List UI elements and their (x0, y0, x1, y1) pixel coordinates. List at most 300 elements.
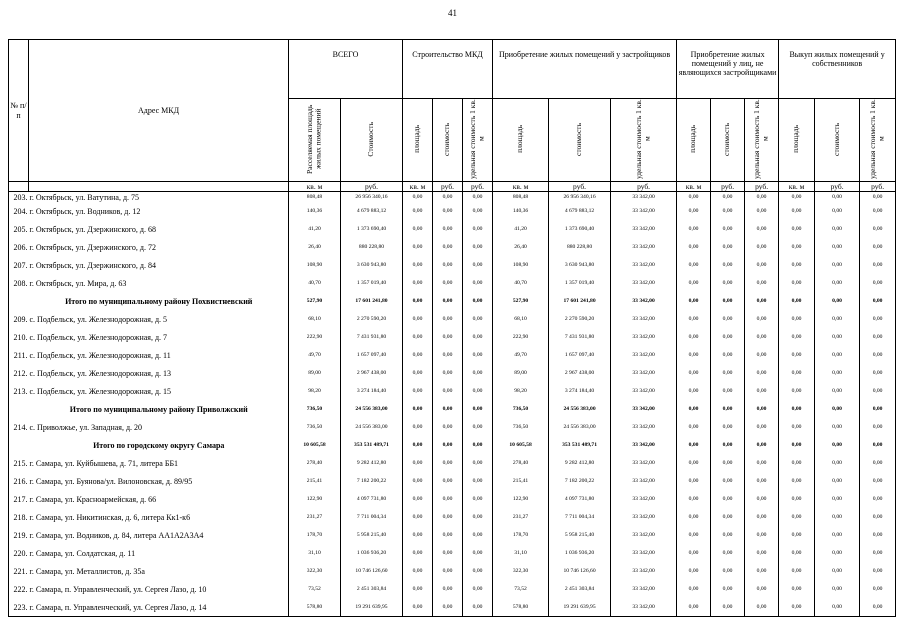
value-cell: 222,90 (289, 328, 341, 346)
value-cell: 0,00 (711, 382, 745, 400)
value-cell: 0,00 (677, 382, 711, 400)
value-cell: 880 228,80 (549, 238, 611, 256)
row-address: г. Самара, п. Управленческий, ул. Сергея Лазо, д. 10 (29, 580, 289, 598)
value-cell: 19 291 639,95 (341, 598, 403, 617)
value-cell: 322,30 (289, 562, 341, 580)
value-cell: 0,00 (745, 454, 779, 472)
value-cell: 0,00 (463, 328, 493, 346)
row-number: 222. (9, 580, 29, 598)
value-cell: 1 657 097,40 (549, 346, 611, 364)
value-cell: 0,00 (463, 526, 493, 544)
table-row (9, 192, 896, 203)
unit-cell: кв. м (493, 182, 549, 192)
value-cell: 0,00 (711, 490, 745, 508)
value-cell: 0,00 (860, 454, 896, 472)
subheader-area: площадь (515, 125, 525, 153)
value-cell: 0,00 (815, 220, 860, 238)
value-cell: 0,00 (433, 202, 463, 220)
value-cell: 33 342,00 (611, 220, 677, 238)
value-cell: 0,00 (815, 562, 860, 580)
value-cell: 73,52 (493, 580, 549, 598)
value-cell: 0,00 (815, 508, 860, 526)
unit-cell: руб. (611, 182, 677, 192)
value-cell: 0,00 (745, 472, 779, 490)
value-cell: 578,80 (493, 598, 549, 617)
table-row (9, 508, 896, 526)
value-cell: 1 373 690,40 (341, 220, 403, 238)
value-cell: 4 097 731,80 (341, 490, 403, 508)
value-cell: 0,00 (677, 346, 711, 364)
value-cell: 0,00 (745, 310, 779, 328)
value-cell: 0,00 (745, 436, 779, 454)
unit-cell (9, 182, 29, 192)
value-cell: 0,00 (711, 580, 745, 598)
value-cell: 0,00 (433, 256, 463, 274)
value-cell: 0,00 (711, 598, 745, 617)
value-cell: 0,00 (711, 202, 745, 220)
value-cell: 0,00 (711, 238, 745, 256)
value-cell: 0,00 (433, 454, 463, 472)
value-cell: 278,40 (289, 454, 341, 472)
value-cell: 0,00 (860, 328, 896, 346)
value-cell: 0,00 (711, 364, 745, 382)
table-row (9, 526, 896, 544)
value-cell: 40,70 (289, 274, 341, 292)
value-cell: 7 182 200,22 (549, 472, 611, 490)
value-cell: 33 342,00 (611, 544, 677, 562)
value-cell: 0,00 (403, 274, 433, 292)
value-cell: 7 711 004,34 (549, 508, 611, 526)
value-cell: 0,00 (677, 436, 711, 454)
table-total-row (9, 400, 896, 418)
value-cell: 3 274 184,40 (341, 382, 403, 400)
value-cell: 7 431 931,80 (549, 328, 611, 346)
value-cell: 0,00 (779, 202, 815, 220)
value-cell: 1 657 097,40 (341, 346, 403, 364)
value-cell: 41,20 (493, 220, 549, 238)
col-header-no: № п/п (9, 40, 29, 182)
value-cell: 0,00 (745, 202, 779, 220)
unit-cell: руб. (860, 182, 896, 192)
table-body (9, 192, 896, 617)
value-cell: 0,00 (463, 256, 493, 274)
value-cell: 0,00 (463, 382, 493, 400)
unit-cell: руб. (341, 182, 403, 192)
subheader-cost: стоимость (722, 122, 732, 156)
value-cell: 0,00 (677, 220, 711, 238)
value-cell: 68,10 (493, 310, 549, 328)
value-cell: 0,00 (711, 472, 745, 490)
value-cell: 0,00 (403, 508, 433, 526)
value-cell: 68,10 (289, 310, 341, 328)
value-cell: 19 291 639,95 (549, 598, 611, 617)
value-cell: 0,00 (711, 220, 745, 238)
value-cell: 0,00 (403, 382, 433, 400)
value-cell: 0,00 (677, 580, 711, 598)
subheader-unit-cost: удельная стоимость 1 кв. м (468, 99, 486, 179)
row-number: 212. (9, 364, 29, 382)
value-cell: 0,00 (860, 418, 896, 436)
subheader-unit-cost: удельная стоимость 1 кв. м (634, 99, 652, 179)
value-cell: 0,00 (403, 292, 433, 310)
value-cell: 33 342,00 (611, 490, 677, 508)
value-cell: 231,27 (493, 508, 549, 526)
value-cell: 0,00 (779, 292, 815, 310)
value-cell: 33 342,00 (611, 598, 677, 617)
value-cell: 0,00 (779, 256, 815, 274)
value-cell: 0,00 (433, 310, 463, 328)
value-cell: 0,00 (711, 544, 745, 562)
value-cell: 0,00 (677, 562, 711, 580)
value-cell: 0,00 (860, 274, 896, 292)
value-cell: 0,00 (745, 256, 779, 274)
value-cell: 5 958 215,40 (549, 526, 611, 544)
value-cell: 26 956 340,16 (341, 192, 403, 203)
value-cell: 2 270 590,20 (341, 310, 403, 328)
value-cell: 0,00 (463, 472, 493, 490)
value-cell: 0,00 (711, 526, 745, 544)
value-cell: 140,36 (289, 202, 341, 220)
value-cell: 0,00 (433, 562, 463, 580)
row-number: 223. (9, 598, 29, 617)
value-cell: 2 967 438,00 (341, 364, 403, 382)
row-number: 221. (9, 562, 29, 580)
value-cell: 0,00 (677, 454, 711, 472)
row-address: с. Подбельск, ул. Железнодорожная, д. 13 (29, 364, 289, 382)
value-cell: 26,40 (493, 238, 549, 256)
value-cell: 0,00 (779, 328, 815, 346)
row-address: г. Октябрьск, ул. Ватутина, д. 75 (29, 192, 289, 203)
value-cell: 0,00 (677, 192, 711, 203)
unit-cell: кв. м (677, 182, 711, 192)
value-cell: 0,00 (711, 508, 745, 526)
value-cell: 0,00 (463, 292, 493, 310)
value-cell: 0,00 (745, 364, 779, 382)
value-cell: 0,00 (779, 310, 815, 328)
units-row (9, 182, 896, 192)
value-cell: 33 342,00 (611, 292, 677, 310)
value-cell: 0,00 (779, 192, 815, 203)
value-cell: 0,00 (745, 220, 779, 238)
unit-cell: кв. м (403, 182, 433, 192)
value-cell: 33 342,00 (611, 346, 677, 364)
value-cell: 0,00 (779, 472, 815, 490)
value-cell: 0,00 (745, 580, 779, 598)
value-cell: 0,00 (711, 328, 745, 346)
value-cell: 0,00 (815, 472, 860, 490)
unit-cell: руб. (711, 182, 745, 192)
value-cell: 0,00 (433, 328, 463, 346)
value-cell: 0,00 (403, 192, 433, 203)
value-cell: 0,00 (779, 436, 815, 454)
value-cell: 0,00 (403, 544, 433, 562)
value-cell: 0,00 (815, 580, 860, 598)
value-cell: 0,00 (745, 192, 779, 203)
value-cell: 33 342,00 (611, 562, 677, 580)
value-cell: 73,52 (289, 580, 341, 598)
value-cell: 26 956 340,16 (549, 192, 611, 203)
value-cell: 0,00 (433, 220, 463, 238)
value-cell: 0,00 (860, 220, 896, 238)
value-cell: 0,00 (463, 544, 493, 562)
row-number (9, 292, 29, 310)
value-cell: 10 746 126,60 (549, 562, 611, 580)
value-cell: 0,00 (677, 238, 711, 256)
value-cell: 0,00 (815, 490, 860, 508)
value-cell: 0,00 (463, 238, 493, 256)
table-row (9, 544, 896, 562)
row-address: г. Самара, ул. Буянова/ул. Вилоновская, д. 89/95 (29, 472, 289, 490)
table-row (9, 382, 896, 400)
value-cell: 33 342,00 (611, 192, 677, 203)
value-cell: 0,00 (463, 364, 493, 382)
value-cell: 33 342,00 (611, 256, 677, 274)
table-row (9, 238, 896, 256)
subheader-area: площадь (791, 125, 801, 153)
value-cell: 0,00 (403, 490, 433, 508)
value-cell: 0,00 (779, 274, 815, 292)
value-cell: 0,00 (463, 508, 493, 526)
value-cell: 0,00 (745, 382, 779, 400)
value-cell: 0,00 (815, 256, 860, 274)
value-cell: 0,00 (711, 436, 745, 454)
value-cell: 322,30 (493, 562, 549, 580)
value-cell: 0,00 (745, 544, 779, 562)
value-cell: 0,00 (860, 580, 896, 598)
value-cell: 0,00 (860, 598, 896, 617)
value-cell: 0,00 (403, 364, 433, 382)
value-cell: 0,00 (815, 400, 860, 418)
value-cell: 0,00 (677, 328, 711, 346)
value-cell: 0,00 (779, 454, 815, 472)
value-cell: 0,00 (745, 418, 779, 436)
value-cell: 0,00 (779, 346, 815, 364)
value-cell: 2 967 438,00 (549, 364, 611, 382)
subheader-area: площадь (688, 125, 698, 153)
col-header-address: Адрес МКД (29, 40, 289, 182)
subheader-resettled-area: Расселяемая площадь жилых помещений (305, 104, 323, 174)
value-cell: 0,00 (677, 526, 711, 544)
value-cell: 0,00 (860, 310, 896, 328)
value-cell: 0,00 (433, 544, 463, 562)
value-cell: 1 036 936,20 (549, 544, 611, 562)
table-row (9, 418, 896, 436)
value-cell: 0,00 (779, 562, 815, 580)
row-address: г. Октябрьск, ул. Дзержинского, д. 72 (29, 238, 289, 256)
value-cell: 808,48 (493, 192, 549, 203)
unit-cell: руб. (815, 182, 860, 192)
row-address: г. Октябрьск, ул. Дзержинского, д. 84 (29, 256, 289, 274)
table-row (9, 598, 896, 617)
value-cell: 0,00 (403, 346, 433, 364)
value-cell: 0,00 (860, 490, 896, 508)
value-cell: 0,00 (463, 580, 493, 598)
value-cell: 0,00 (711, 418, 745, 436)
value-cell: 0,00 (711, 292, 745, 310)
value-cell: 0,00 (815, 192, 860, 203)
value-cell: 0,00 (779, 364, 815, 382)
value-cell: 0,00 (745, 238, 779, 256)
group-header-construction: Строительство МКД (403, 40, 493, 99)
value-cell: 49,70 (289, 346, 341, 364)
value-cell: 0,00 (677, 400, 711, 418)
value-cell: 33 342,00 (611, 382, 677, 400)
value-cell: 0,00 (779, 508, 815, 526)
value-cell: 0,00 (403, 580, 433, 598)
row-address: г. Самара, ул. Металлистов, д. 35а (29, 562, 289, 580)
value-cell: 1 357 019,40 (549, 274, 611, 292)
value-cell: 0,00 (463, 598, 493, 617)
value-cell: 0,00 (433, 598, 463, 617)
value-cell: 2 270 590,20 (549, 310, 611, 328)
value-cell: 222,90 (493, 328, 549, 346)
table-row (9, 220, 896, 238)
value-cell: 0,00 (677, 544, 711, 562)
value-cell: 0,00 (815, 526, 860, 544)
value-cell: 0,00 (433, 472, 463, 490)
value-cell: 0,00 (677, 274, 711, 292)
value-cell: 0,00 (433, 580, 463, 598)
value-cell: 0,00 (403, 436, 433, 454)
value-cell: 0,00 (815, 274, 860, 292)
value-cell: 0,00 (433, 292, 463, 310)
row-address: г. Самара, ул. Куйбышева, д. 71, литера ББ1 (29, 454, 289, 472)
value-cell: 0,00 (745, 292, 779, 310)
value-cell: 0,00 (745, 400, 779, 418)
value-cell: 0,00 (433, 192, 463, 203)
value-cell: 41,20 (289, 220, 341, 238)
value-cell: 3 630 943,80 (341, 256, 403, 274)
total-label: Итого по муниципальному району Похвистневский (29, 292, 289, 310)
table-row (9, 346, 896, 364)
row-number: 220. (9, 544, 29, 562)
value-cell: 0,00 (403, 472, 433, 490)
value-cell: 108,90 (289, 256, 341, 274)
value-cell: 0,00 (711, 562, 745, 580)
value-cell: 10 605,58 (289, 436, 341, 454)
table-row (9, 256, 896, 274)
row-address: г. Самара, ул. Солдатская, д. 11 (29, 544, 289, 562)
row-number (9, 436, 29, 454)
value-cell: 0,00 (403, 220, 433, 238)
value-cell: 0,00 (403, 202, 433, 220)
value-cell: 0,00 (677, 418, 711, 436)
value-cell: 0,00 (779, 382, 815, 400)
row-number: 216. (9, 472, 29, 490)
value-cell: 0,00 (779, 220, 815, 238)
value-cell: 578,80 (289, 598, 341, 617)
value-cell: 0,00 (860, 436, 896, 454)
value-cell: 0,00 (433, 364, 463, 382)
value-cell: 808,48 (289, 192, 341, 203)
row-number: 203. (9, 192, 29, 203)
row-number: 205. (9, 220, 29, 238)
value-cell: 108,90 (493, 256, 549, 274)
value-cell: 1 373 690,40 (549, 220, 611, 238)
value-cell: 1 036 936,20 (341, 544, 403, 562)
value-cell: 3 630 943,80 (549, 256, 611, 274)
value-cell: 527,90 (493, 292, 549, 310)
row-number: 207. (9, 256, 29, 274)
table-total-row (9, 292, 896, 310)
value-cell: 736,50 (493, 400, 549, 418)
subheader-total-cost: Стоимость (366, 121, 376, 157)
value-cell: 0,00 (779, 418, 815, 436)
group-header-from-non-developers: Приобретение жилых помещений у лиц, не являющихся застройщиками (677, 40, 779, 99)
value-cell: 33 342,00 (611, 400, 677, 418)
value-cell: 231,27 (289, 508, 341, 526)
value-cell: 0,00 (815, 598, 860, 617)
table-total-row (9, 436, 896, 454)
value-cell: 0,00 (745, 328, 779, 346)
value-cell: 0,00 (815, 202, 860, 220)
value-cell: 33 342,00 (611, 436, 677, 454)
value-cell: 0,00 (403, 454, 433, 472)
value-cell: 0,00 (779, 544, 815, 562)
value-cell: 0,00 (815, 328, 860, 346)
value-cell: 24 556 383,00 (341, 400, 403, 418)
value-cell: 278,40 (493, 454, 549, 472)
value-cell: 10 605,58 (493, 436, 549, 454)
value-cell: 0,00 (860, 192, 896, 203)
value-cell: 0,00 (433, 238, 463, 256)
value-cell: 33 342,00 (611, 202, 677, 220)
row-address: г. Самара, ул. Водников, д. 84, литера АА1А2А3А4 (29, 526, 289, 544)
value-cell: 7 711 004,34 (341, 508, 403, 526)
row-address: с. Подбельск, ул. Железнодорожная, д. 5 (29, 310, 289, 328)
value-cell: 0,00 (463, 400, 493, 418)
total-label: Итого по городскому округу Самара (29, 436, 289, 454)
value-cell: 0,00 (677, 598, 711, 617)
value-cell: 0,00 (463, 418, 493, 436)
row-number: 210. (9, 328, 29, 346)
value-cell: 10 746 126,60 (341, 562, 403, 580)
value-cell: 33 342,00 (611, 508, 677, 526)
value-cell: 0,00 (815, 364, 860, 382)
row-address: г. Октябрьск, ул. Дзержинского, д. 68 (29, 220, 289, 238)
value-cell: 0,00 (403, 256, 433, 274)
unit-cell (29, 182, 289, 192)
value-cell: 353 531 489,71 (549, 436, 611, 454)
value-cell: 0,00 (711, 256, 745, 274)
value-cell: 0,00 (463, 274, 493, 292)
value-cell: 0,00 (463, 562, 493, 580)
value-cell: 527,90 (289, 292, 341, 310)
value-cell: 0,00 (403, 562, 433, 580)
value-cell: 33 342,00 (611, 238, 677, 256)
value-cell: 736,50 (289, 418, 341, 436)
value-cell: 7 431 931,80 (341, 328, 403, 346)
row-number: 209. (9, 310, 29, 328)
value-cell: 33 342,00 (611, 328, 677, 346)
value-cell: 0,00 (677, 364, 711, 382)
row-number: 217. (9, 490, 29, 508)
value-cell: 0,00 (745, 562, 779, 580)
value-cell: 0,00 (677, 310, 711, 328)
value-cell: 0,00 (677, 490, 711, 508)
value-cell: 178,70 (289, 526, 341, 544)
value-cell: 0,00 (745, 490, 779, 508)
value-cell: 0,00 (815, 454, 860, 472)
value-cell: 4 097 731,80 (549, 490, 611, 508)
value-cell: 0,00 (815, 310, 860, 328)
value-cell: 0,00 (403, 598, 433, 617)
value-cell: 178,70 (493, 526, 549, 544)
table-row (9, 472, 896, 490)
value-cell: 0,00 (677, 256, 711, 274)
value-cell: 880 228,80 (341, 238, 403, 256)
table-row (9, 202, 896, 220)
